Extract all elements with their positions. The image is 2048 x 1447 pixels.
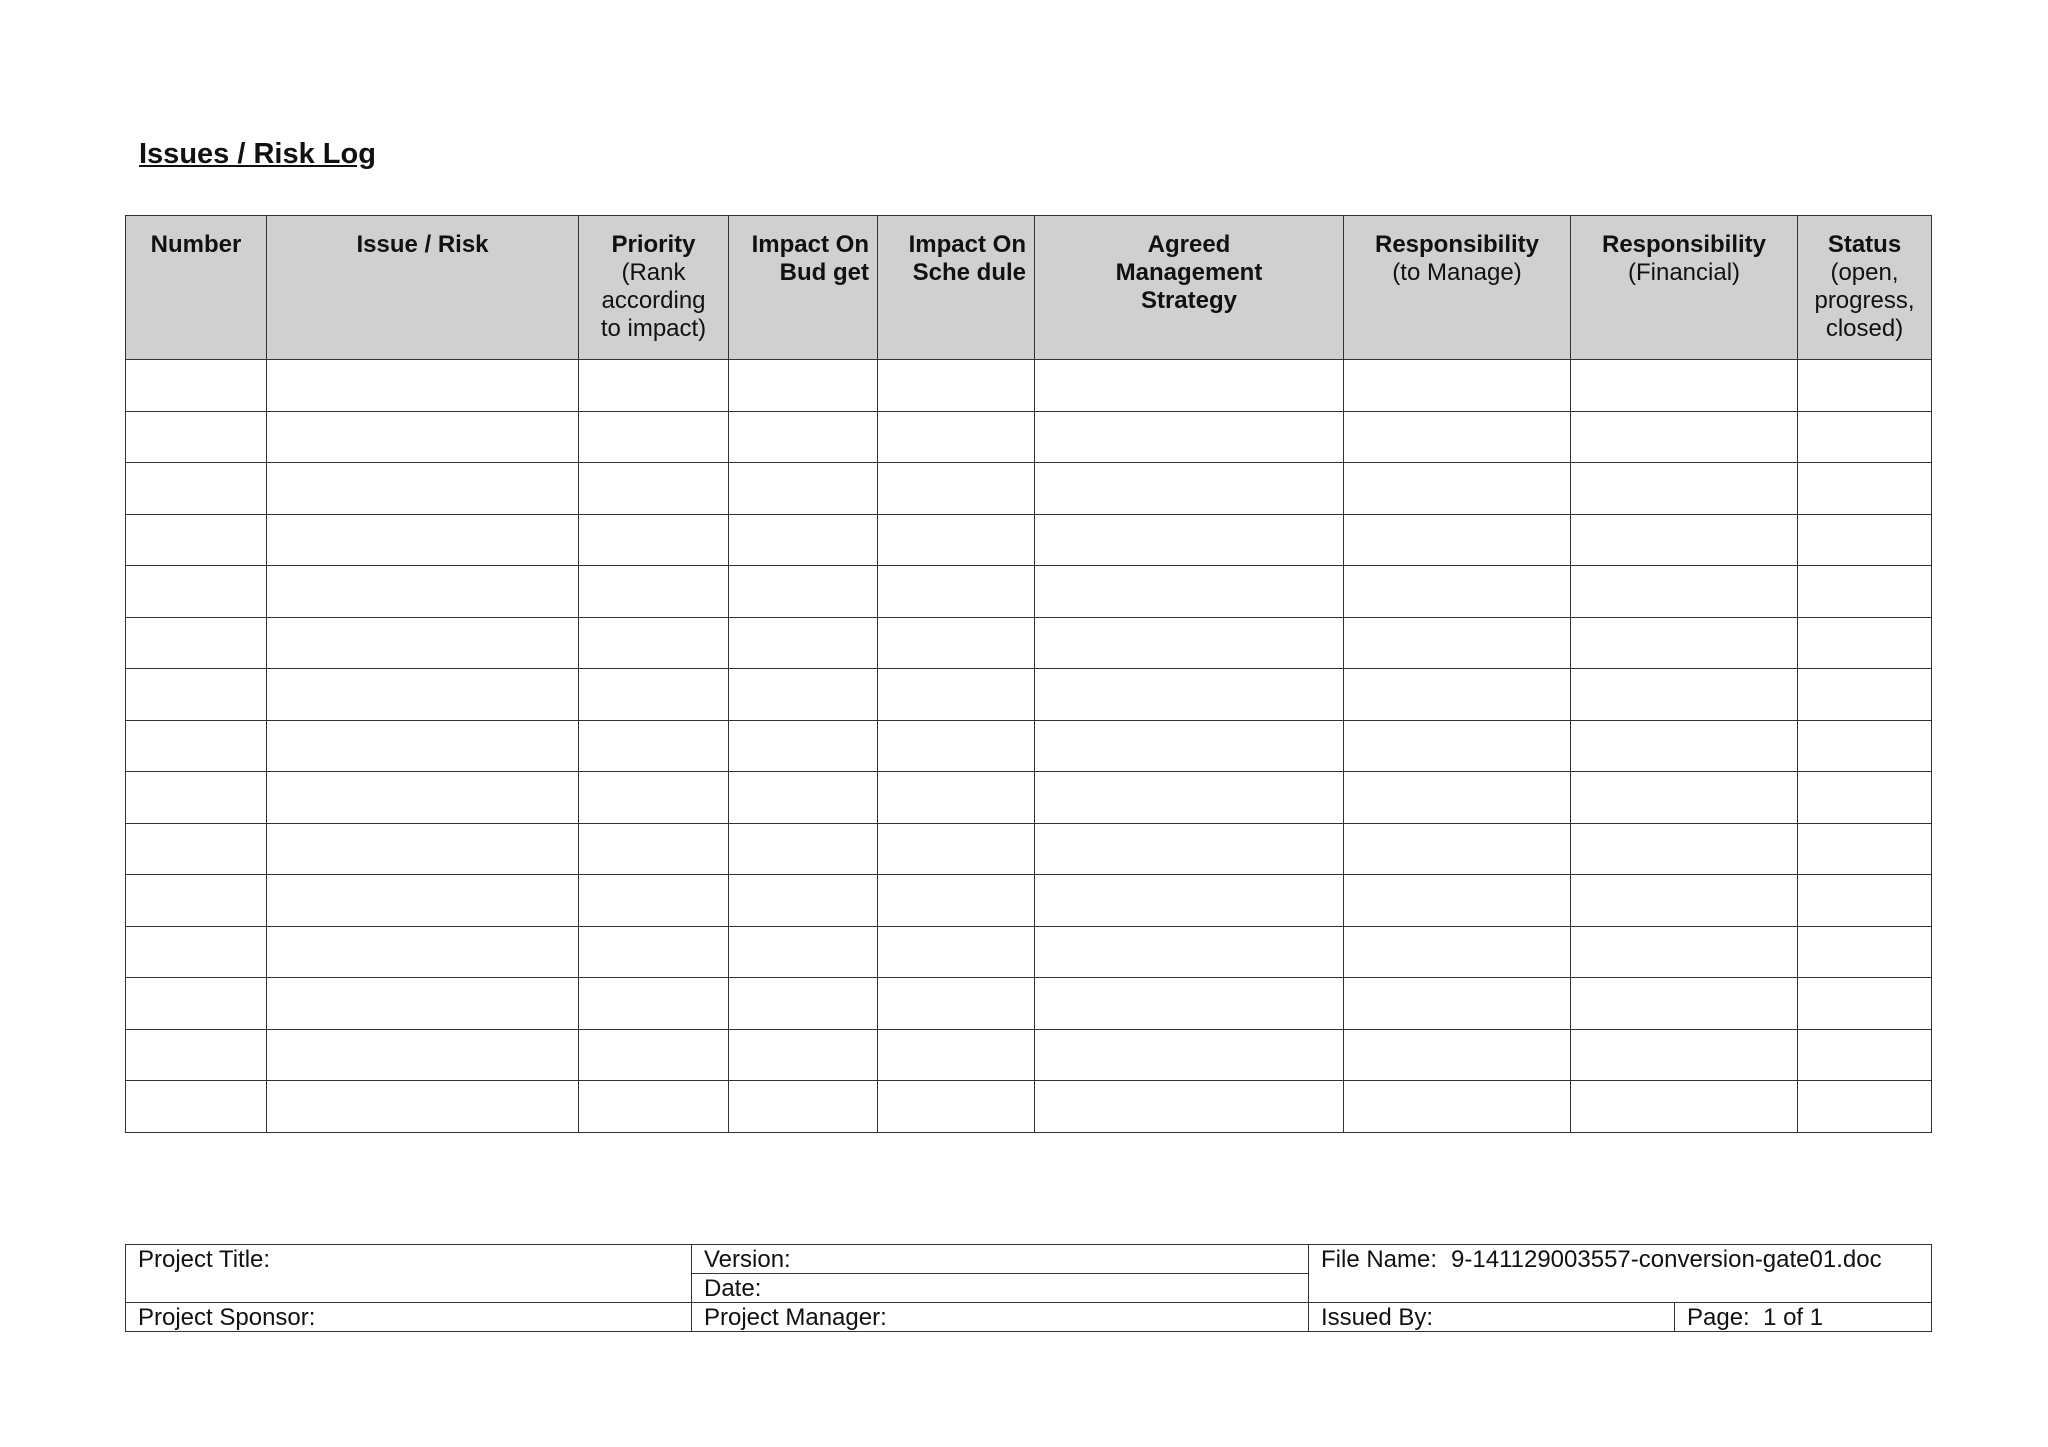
table-cell[interactable] (267, 463, 579, 515)
table-cell[interactable] (126, 1029, 267, 1081)
header-priority: Priority (Rank according to impact) (579, 216, 729, 360)
table-cell[interactable] (1344, 926, 1571, 978)
table-cell[interactable] (878, 514, 1035, 566)
table-row (126, 360, 1932, 412)
table-cell[interactable] (1571, 360, 1798, 412)
table-row (126, 463, 1932, 515)
table-row (126, 875, 1932, 927)
table-row (126, 823, 1932, 875)
table-cell[interactable] (878, 772, 1035, 824)
table-cell[interactable] (126, 875, 267, 927)
table-cell[interactable] (1035, 926, 1344, 978)
table-cell[interactable] (1571, 1081, 1798, 1133)
table-cell[interactable] (126, 566, 267, 618)
table-cell[interactable] (1798, 772, 1932, 824)
table-cell[interactable] (1344, 1029, 1571, 1081)
table-cell[interactable] (878, 926, 1035, 978)
table-cell[interactable] (579, 978, 729, 1030)
table-cell[interactable] (1344, 978, 1571, 1030)
table-cell[interactable] (1035, 875, 1344, 927)
table-cell[interactable] (1571, 566, 1798, 618)
table-cell[interactable] (579, 875, 729, 927)
table-cell[interactable] (126, 823, 267, 875)
table-cell[interactable] (1035, 514, 1344, 566)
table-cell[interactable] (1798, 875, 1932, 927)
version-cell (692, 1245, 1309, 1274)
table-cell[interactable] (1035, 411, 1344, 463)
table-cell[interactable] (579, 566, 729, 618)
table-cell[interactable] (267, 669, 579, 721)
table-cell[interactable] (1571, 463, 1798, 515)
table-cell[interactable] (729, 360, 878, 412)
table-cell[interactable] (1035, 463, 1344, 515)
table-cell[interactable] (1798, 360, 1932, 412)
file-name-cell (1309, 1245, 1932, 1303)
table-cell[interactable] (878, 1081, 1035, 1133)
table-cell[interactable] (579, 823, 729, 875)
table-cell[interactable] (1798, 1029, 1932, 1081)
table-cell[interactable] (1798, 926, 1932, 978)
table-row (126, 720, 1932, 772)
table-cell[interactable] (1035, 772, 1344, 824)
header-impact-budget: Impact On Bud get (729, 216, 878, 360)
table-cell[interactable] (1344, 669, 1571, 721)
table-cell[interactable] (267, 566, 579, 618)
header-number: Number (126, 216, 267, 360)
table-cell[interactable] (579, 617, 729, 669)
table-cell[interactable] (1798, 566, 1932, 618)
table-cell[interactable] (1571, 926, 1798, 978)
table-cell[interactable] (1035, 1029, 1344, 1081)
project-title-cell (126, 1245, 692, 1303)
table-row (126, 617, 1932, 669)
table-cell[interactable] (579, 1029, 729, 1081)
table-cell[interactable] (1035, 823, 1344, 875)
project-title-label: Project Title: (138, 1246, 271, 1273)
table-cell[interactable] (267, 514, 579, 566)
table-cell[interactable] (729, 823, 878, 875)
table-cell[interactable] (1571, 875, 1798, 927)
issues-risk-table (125, 215, 1932, 1133)
table-cell[interactable] (729, 875, 878, 927)
table-cell[interactable] (579, 411, 729, 463)
table-cell[interactable] (267, 772, 579, 824)
table-cell[interactable] (1798, 617, 1932, 669)
header-issue-risk: Issue / Risk (267, 216, 579, 360)
table-cell[interactable] (878, 823, 1035, 875)
table-cell[interactable] (729, 617, 878, 669)
table-cell[interactable] (267, 823, 579, 875)
table-cell[interactable] (1344, 823, 1571, 875)
table-cell[interactable] (1344, 617, 1571, 669)
table-cell[interactable] (878, 617, 1035, 669)
table-cell[interactable] (579, 772, 729, 824)
file-name-label: File Name: (1321, 1246, 1438, 1273)
table-cell[interactable] (579, 463, 729, 515)
table-cell[interactable] (1035, 978, 1344, 1030)
table-cell[interactable] (1344, 720, 1571, 772)
table-cell[interactable] (579, 669, 729, 721)
date-label: Date: (704, 1275, 762, 1302)
header-responsibility-financial: Responsibility (Financial) (1571, 216, 1798, 360)
table-cell[interactable] (729, 411, 878, 463)
table-cell[interactable] (126, 926, 267, 978)
table-cell[interactable] (579, 1081, 729, 1133)
table-cell[interactable] (729, 978, 878, 1030)
table-cell[interactable] (267, 926, 579, 978)
header-impact-schedule: Impact On Sche dule (878, 216, 1035, 360)
table-cell[interactable] (878, 978, 1035, 1030)
table-row (126, 669, 1932, 721)
table-row (126, 1081, 1932, 1133)
table-cell[interactable] (1344, 566, 1571, 618)
table-cell[interactable] (878, 566, 1035, 618)
table-cell[interactable] (1344, 514, 1571, 566)
table-cell[interactable] (878, 360, 1035, 412)
table-cell[interactable] (579, 360, 729, 412)
date-cell (692, 1274, 1309, 1303)
table-cell[interactable] (1571, 772, 1798, 824)
project-manager-cell (692, 1303, 1309, 1332)
version-label: Version: (704, 1246, 791, 1273)
table-cell[interactable] (579, 926, 729, 978)
table-cell[interactable] (267, 720, 579, 772)
table-cell[interactable] (1344, 463, 1571, 515)
table-row (126, 978, 1932, 1030)
table-cell[interactable] (1571, 617, 1798, 669)
table-cell[interactable] (878, 669, 1035, 721)
table-cell[interactable] (1798, 978, 1932, 1030)
project-sponsor-label: Project Sponsor: (138, 1304, 316, 1331)
table-cell[interactable] (1344, 772, 1571, 824)
table-cell[interactable] (1798, 1081, 1932, 1133)
table-cell[interactable] (267, 875, 579, 927)
table-cell[interactable] (878, 463, 1035, 515)
table-cell[interactable] (126, 411, 267, 463)
table-cell[interactable] (1798, 514, 1932, 566)
issued-by-cell (1309, 1303, 1675, 1332)
table-cell[interactable] (1035, 360, 1344, 412)
table-cell[interactable] (1571, 823, 1798, 875)
table-cell[interactable] (126, 720, 267, 772)
table-cell[interactable] (267, 411, 579, 463)
table-cell[interactable] (1571, 978, 1798, 1030)
table-cell[interactable] (1344, 411, 1571, 463)
table-cell[interactable] (267, 360, 579, 412)
table-cell[interactable] (878, 720, 1035, 772)
table-cell[interactable] (126, 669, 267, 721)
table-cell[interactable] (267, 978, 579, 1030)
table-cell[interactable] (1798, 411, 1932, 463)
table-cell[interactable] (878, 411, 1035, 463)
page-label: Page: (1687, 1304, 1750, 1331)
file-name-value: 9-141129003557-conversion-gate01.doc (1451, 1246, 1882, 1273)
page-cell (1675, 1303, 1932, 1332)
document-footer (125, 1244, 1932, 1332)
table-cell[interactable] (1344, 875, 1571, 927)
issued-by-label: Issued By: (1321, 1304, 1434, 1331)
table-cell[interactable] (1035, 669, 1344, 721)
table-cell[interactable] (729, 926, 878, 978)
table-cell[interactable] (1571, 514, 1798, 566)
header-status: Status (open, progress, closed) (1798, 216, 1932, 360)
table-cell[interactable] (729, 566, 878, 618)
table-cell[interactable] (1571, 1029, 1798, 1081)
header-agreed-management-strategy: Agreed Management Strategy (1035, 216, 1344, 360)
table-cell[interactable] (1798, 720, 1932, 772)
table-row (126, 411, 1932, 463)
table-cell[interactable] (579, 514, 729, 566)
table-cell[interactable] (1035, 617, 1344, 669)
project-manager-label: Project Manager: (704, 1304, 887, 1331)
table-cell[interactable] (1571, 411, 1798, 463)
table-cell[interactable] (729, 514, 878, 566)
table-row (126, 772, 1932, 824)
table-cell[interactable] (1798, 669, 1932, 721)
table-cell[interactable] (126, 978, 267, 1030)
table-cell[interactable] (1344, 1081, 1571, 1133)
table-row (126, 926, 1932, 978)
header-responsibility-manage: Responsibility (to Manage) (1344, 216, 1571, 360)
table-row (126, 1029, 1932, 1081)
table-cell[interactable] (878, 875, 1035, 927)
table-cell[interactable] (126, 463, 267, 515)
table-cell[interactable] (1571, 720, 1798, 772)
table-cell[interactable] (729, 669, 878, 721)
document-title: Issues / Risk Log (139, 138, 376, 170)
table-cell[interactable] (1798, 823, 1932, 875)
table-cell[interactable] (267, 1081, 579, 1133)
table-cell[interactable] (729, 1029, 878, 1081)
table-cell[interactable] (729, 772, 878, 824)
table-cell[interactable] (1344, 360, 1571, 412)
page-value: 1 of 1 (1763, 1304, 1824, 1331)
table-cell[interactable] (126, 360, 267, 412)
table-cell[interactable] (267, 1029, 579, 1081)
table-header-row (126, 216, 1932, 360)
table-cell[interactable] (878, 1029, 1035, 1081)
table-cell[interactable] (1035, 1081, 1344, 1133)
table-cell[interactable] (126, 617, 267, 669)
table-cell[interactable] (1798, 463, 1932, 515)
table-cell[interactable] (126, 1081, 267, 1133)
table-cell[interactable] (1035, 720, 1344, 772)
table-cell[interactable] (126, 514, 267, 566)
table-cell[interactable] (729, 463, 878, 515)
table-cell[interactable] (729, 1081, 878, 1133)
table-body (126, 360, 1932, 1133)
table-row (126, 514, 1932, 566)
table-row (126, 566, 1932, 618)
project-sponsor-cell (126, 1303, 692, 1332)
table-cell[interactable] (1571, 669, 1798, 721)
table-cell[interactable] (126, 772, 267, 824)
table-cell[interactable] (729, 720, 878, 772)
table-cell[interactable] (267, 617, 579, 669)
table-cell[interactable] (1035, 566, 1344, 618)
table-cell[interactable] (579, 720, 729, 772)
